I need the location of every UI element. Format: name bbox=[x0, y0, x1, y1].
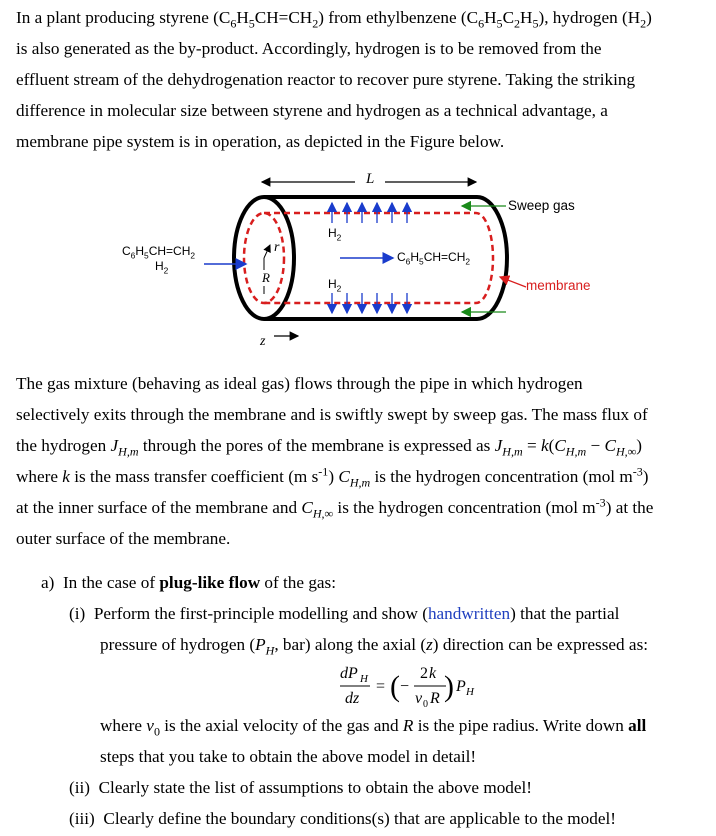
question-a-ii: (ii) Clearly state the list of assumptions to obtain the above model! bbox=[69, 778, 533, 797]
question-a-i-line-4: steps that you take to obtain the above model in detail! bbox=[100, 747, 477, 766]
h2-top-label: $H_2$ bbox=[328, 226, 342, 243]
body-line-6: outer surface of the membrane. bbox=[16, 529, 231, 548]
svg-text:0: 0 bbox=[423, 699, 428, 710]
inlet-styrene-label: $C_6H_5CH=CH_2$ bbox=[122, 244, 196, 261]
membrane-pipe-figure bbox=[0, 160, 716, 360]
intro-line-4: difference in molecular size between styrene and hydrogen as a technical advantage, a bbox=[16, 101, 608, 120]
question-a-iii: (iii) Clearly define the boundary conditions(s) that are applicable to the model! bbox=[69, 809, 616, 828]
h2-bottom-label: $H_2$ bbox=[328, 277, 342, 294]
r-arrow bbox=[264, 245, 270, 258]
svg-text:dP: dP bbox=[340, 665, 358, 682]
outlet-styrene-label: $C_6H_5CH=CH_2$ bbox=[397, 250, 471, 267]
svg-text:R: R bbox=[430, 690, 440, 707]
question-a-continued bbox=[16, 710, 700, 834]
svg-text:v: v bbox=[415, 690, 423, 707]
intro-line-5: membrane pipe system is in operation, as depicted in the Figure below. bbox=[16, 132, 505, 151]
question-a-i-line-2: pressure of hydrogen ($P_H$, bar) along the axial (z) direction can be expressed as: bbox=[100, 635, 649, 658]
inlet-hydrogen-label: $H_2$ bbox=[155, 259, 169, 276]
question-a bbox=[16, 567, 700, 660]
body-line-1: The gas mixture (behaving as ideal gas) flows through the pipe in which hydrogen bbox=[16, 374, 583, 393]
radius-label: R bbox=[262, 270, 270, 285]
z-label: z bbox=[260, 334, 266, 349]
length-label: L bbox=[366, 171, 375, 187]
svg-text:(: ( bbox=[390, 670, 400, 703]
body-paragraph bbox=[16, 368, 700, 554]
svg-text:P: P bbox=[456, 678, 466, 695]
intro-line-2: is also generated as the by-product. Accordingly, hydrogen is to be removed from the bbox=[16, 39, 602, 58]
body-line-2: selectively exits through the membrane and is swiftly swept by sweep gas. The mass flux of bbox=[16, 405, 648, 424]
sweep-gas-label: Sweep gas bbox=[508, 198, 575, 213]
svg-text:k: k bbox=[429, 665, 437, 682]
intro-line-1: In a plant producing styrene $(C_6H_5CH=CH_2)$ from ethylbenzene $(C_6H_5C_2H_5)$, hydrogen $(H_2)$ bbox=[16, 8, 652, 31]
body-line-5: at the inner surface of the membrane and $C_{H,\infty}$ is the hydrogen concentration (mol $m^{-3}$) at the bbox=[16, 495, 654, 521]
intro-paragraph bbox=[16, 2, 700, 157]
intro-line-3: effluent stream of the dehydrogenation reactor to recover pure styrene. Taking the striking bbox=[16, 70, 636, 89]
body-line-4: where k is the mass transfer coefficient (m $s^{-1}$) $C_{H,m}$ is the hydrogen concentration (mol $m^{-3}$) bbox=[16, 464, 649, 490]
model-equation bbox=[340, 662, 480, 710]
svg-text:2: 2 bbox=[420, 665, 428, 682]
svg-text:H: H bbox=[360, 673, 368, 685]
svg-text:): ) bbox=[444, 670, 454, 703]
equation-drawing bbox=[340, 662, 480, 710]
question-a-i-line-1: (i) Perform the first-principle modelling and show (handwritten) that the partial bbox=[69, 604, 620, 623]
r-label: r bbox=[274, 240, 280, 255]
svg-text:=: = bbox=[376, 678, 386, 695]
svg-text:dz: dz bbox=[345, 690, 360, 707]
svg-text:H: H bbox=[466, 686, 474, 698]
membrane-label: membrane bbox=[526, 278, 591, 293]
body-line-3: the hydrogen $J_{H,m}$ through the pores of the membrane is expressed as $J_{H,m} = k(C_{H,m} - C_{H,\infty})$ bbox=[16, 436, 642, 459]
question-a-line: a) In the case of plug-like flow of the gas: bbox=[41, 573, 337, 592]
figure-drawing bbox=[0, 160, 716, 360]
question-a-i-line-3: where $v_0$ is the axial velocity of the gas and R is the pipe radius. Write down all bbox=[100, 716, 647, 739]
svg-text:−: − bbox=[400, 678, 410, 695]
